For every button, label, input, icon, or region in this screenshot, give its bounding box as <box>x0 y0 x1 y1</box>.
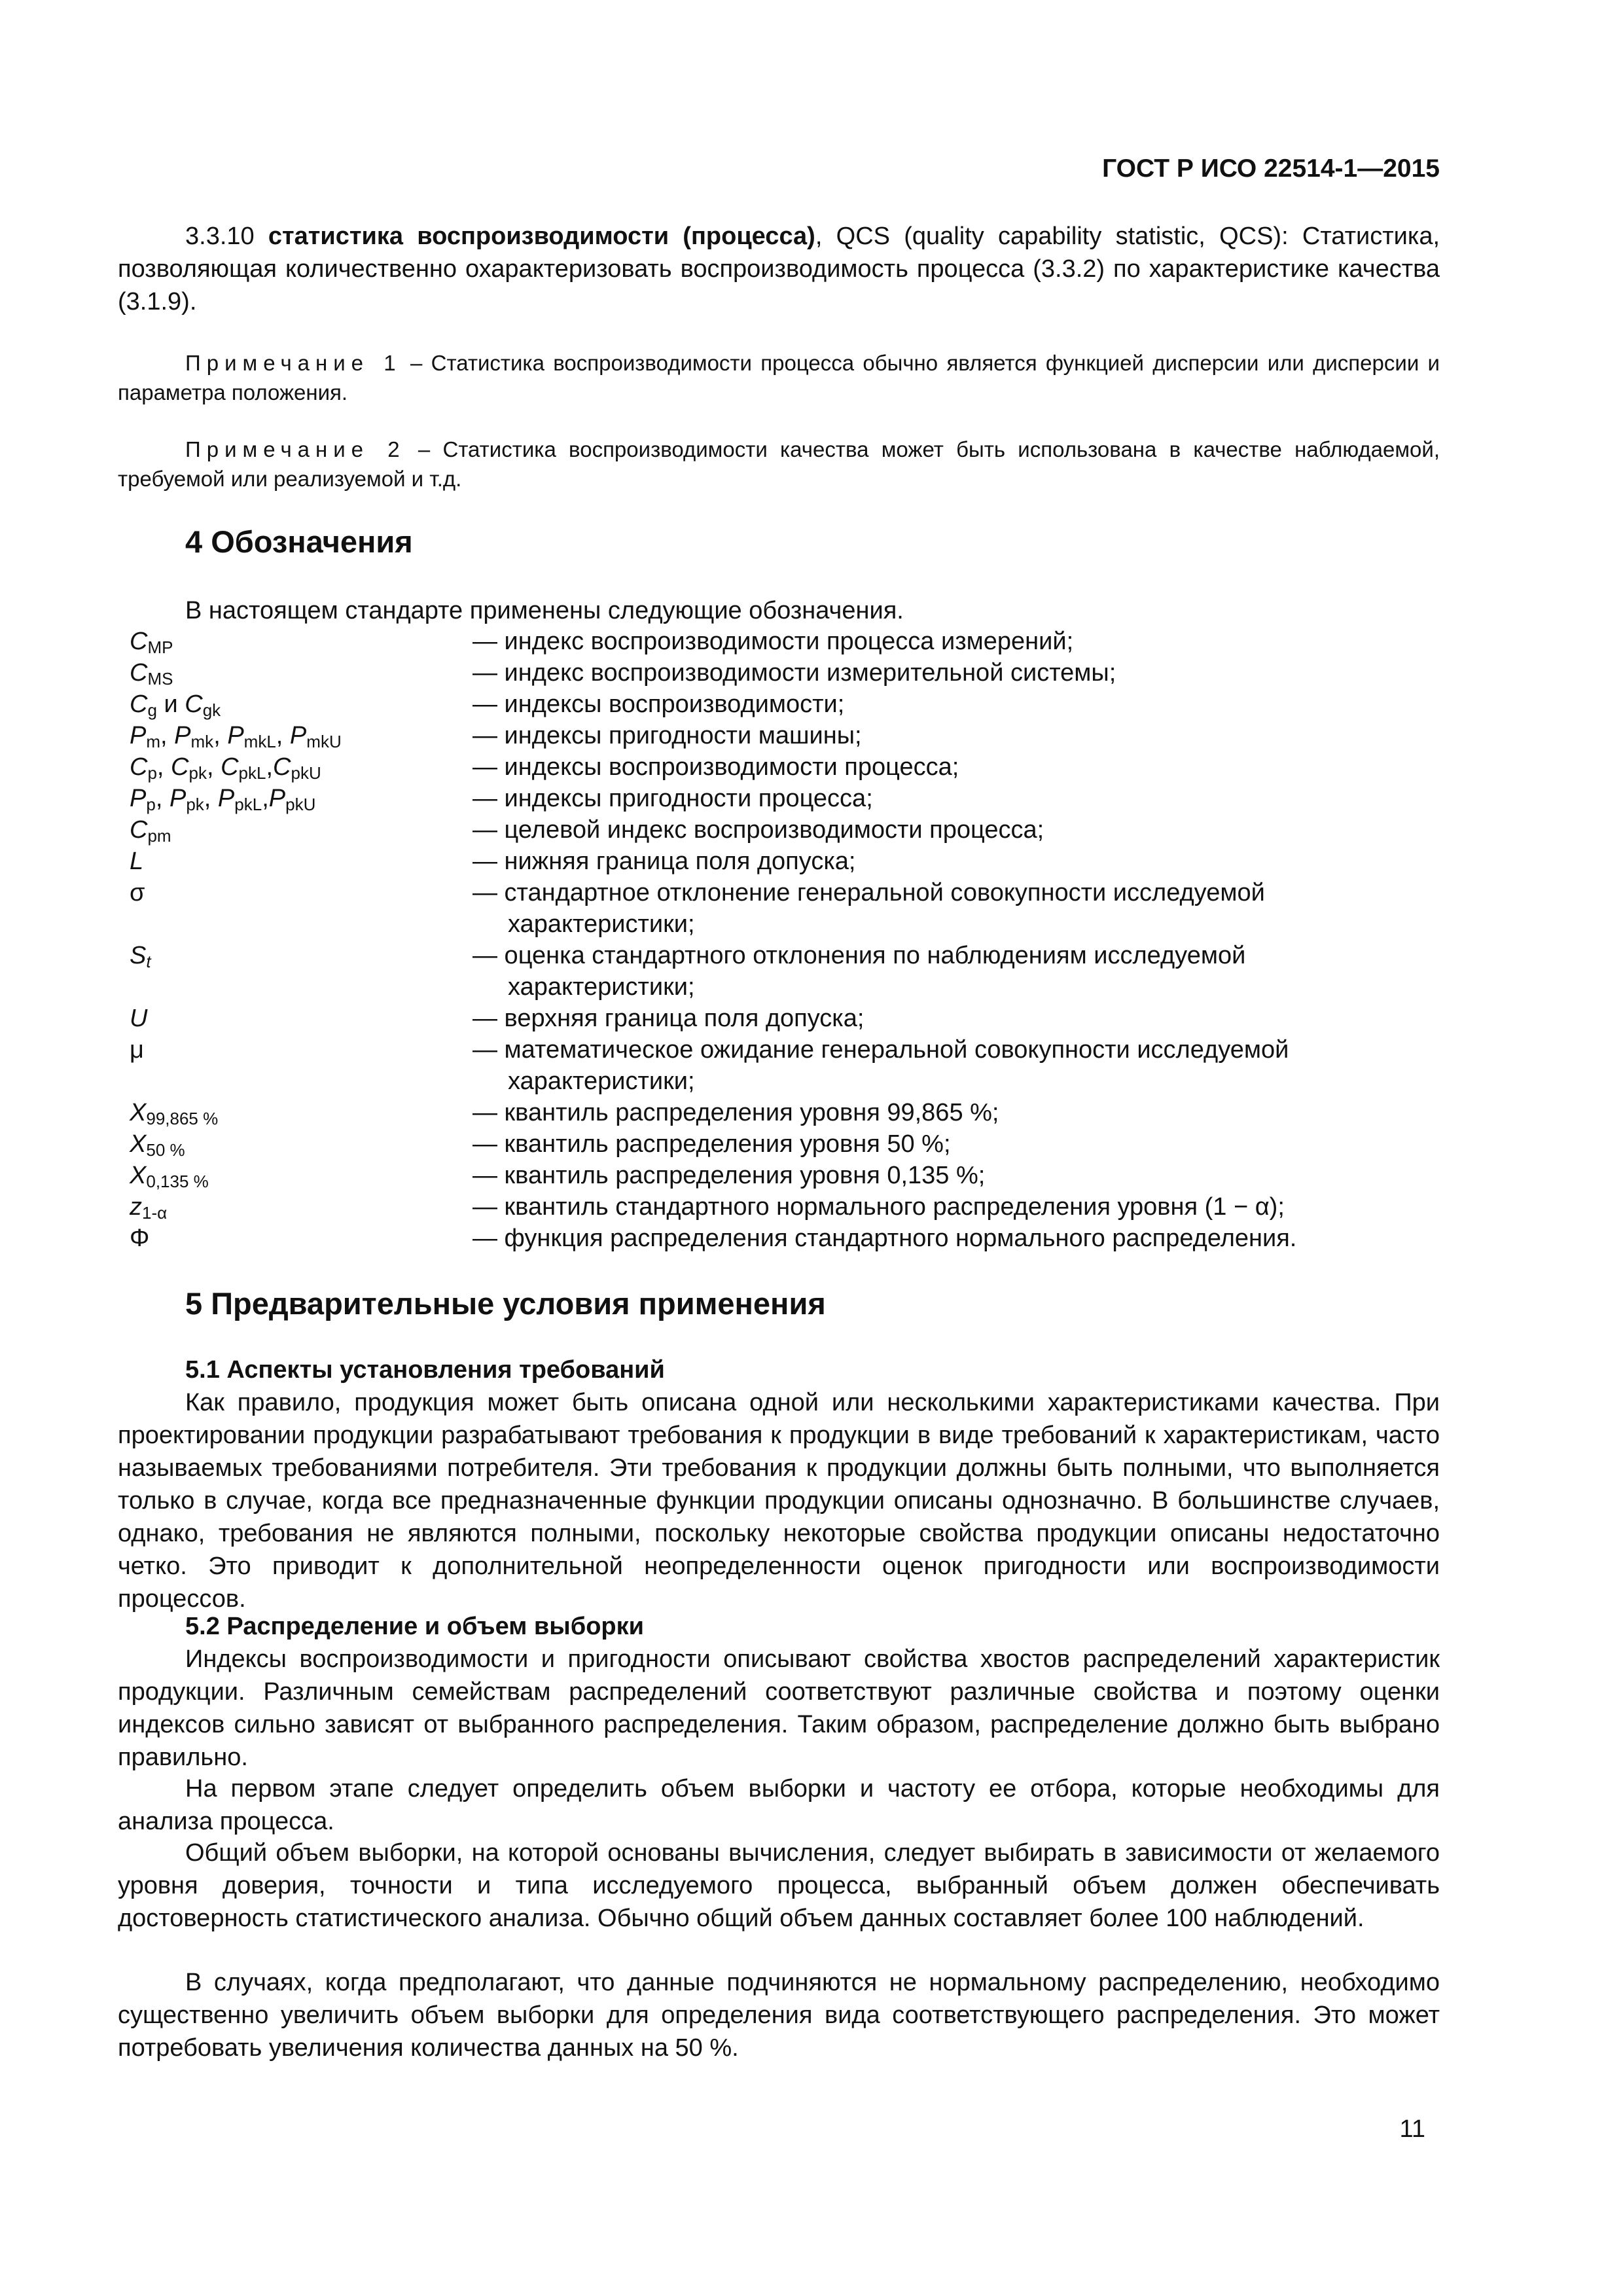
symbol-definition: — стандартное отклонение генеральной совокупности исследуемой характеристики; <box>473 879 1265 938</box>
symbol-definition: — индекс воспроизводимости процесса измерений; <box>473 628 1074 655</box>
symbol-definition: — индекс воспроизводимости измерительной системы; <box>473 659 1116 687</box>
symbol: $X_{99,865 \%}$ <box>130 1099 219 1128</box>
symbol-definition: — математическое ожидание генеральной совокупности исследуемой характеристики; <box>473 1036 1289 1095</box>
symbol: μ <box>130 1036 144 1064</box>
section-5-heading: 5 Предварительные условия применения <box>185 1286 826 1321</box>
note-2-label: Примечание 2 <box>185 437 406 461</box>
symbol-definition: — функция распределения стандартного нормального распределения. <box>473 1225 1297 1252</box>
symbol: $C_{MP}$ <box>130 628 173 657</box>
symbol: $C_p$, $C_{pk}$, $C_{pkL},C_{pkU}$ <box>130 753 321 783</box>
symbol-definition: — оценка стандартного отклонения по наблюдениям исследуемой характеристики; <box>473 942 1246 1001</box>
symbol-definition: — верхняя граница поля допуска; <box>473 1005 865 1032</box>
symbol: $C_{MS}$ <box>130 659 173 689</box>
document-header: ГОСТ Р ИСО 22514-1—2015 <box>1102 154 1440 183</box>
section-5-2-paragraph-3: Общий объем выборки, на которой основаны вычисления, следует выбирать в зависимости от желаемого уровня доверия, точности и типа исследуемого процесса, выбранный объем должен обеспечивать достоверность статистического анализа. Обычно общий объем данных составляет более 100 наблюдений. <box>118 1839 1440 1932</box>
note-2 <box>118 435 1440 493</box>
symbol: $X_{0,135 \%}$ <box>130 1162 209 1191</box>
symbol-definition: — нижняя граница поля допуска; <box>473 848 856 875</box>
symbol: $C_g$ и $C_{gk}$ <box>130 691 221 720</box>
section-5-2-paragraph-4: В случаях, когда предполагают, что данные подчиняются не нормальному распределению, необходимо существенно увеличить объем выборки для определения вида соответствующего распределения. Это может потребовать увеличения количества данных на 50 %. <box>118 1969 1440 2062</box>
symbol-definition: — индексы пригодности процесса; <box>473 785 873 812</box>
page-number: 11 <box>1399 2115 1425 2143</box>
symbol-definition: — целевой индекс воспроизводимости процесса; <box>473 816 1044 844</box>
symbol-definition: — квантиль стандартного нормального распределения уровня (1 − α); <box>473 1193 1285 1221</box>
section-5-2-paragraph-1: Индексы воспроизводимости и пригодности описывают свойства хвостов распределений характеристик продукции. Различным семействам распределений соответствуют различные свойства и поэтому оценки индексов сильно зависят от выбранного распределения. Таким образом, распределение должно быть выбрано правильно. <box>118 1645 1440 1771</box>
symbol-definition: — квантиль распределения уровня 99,865 %; <box>473 1099 999 1126</box>
symbol: Φ <box>130 1225 150 1252</box>
term-title: статистика воспроизводимости (процесса) <box>268 223 815 250</box>
section-5-1-paragraph: Как правило, продукция может быть описана одной или несколькими характеристиками качества. При проектировании продукции разрабатывают требования к продукции в виде требований к характеристикам, часто называемых требованиями потребителя. Эти требования к продукции должны быть полными, что выполняется только в случае, когда все предназначенные функции продукции описаны однозначно. В большинстве случаев, однако, требования не являются полными, поскольку некоторые свойства продукции описаны недостаточно четко. Это приводит к дополнительной неопределенности оценок пригодности или воспроизводимости процессов. <box>118 1389 1440 1613</box>
section-5-2-heading: 5.2 Распределение и объем выборки <box>185 1613 645 1640</box>
note-1 <box>118 348 1440 407</box>
note-1-text: – Статистика воспроизводимости процесса обычно является функцией дисперсии или дисперсии и параметра положения. <box>118 351 1440 404</box>
symbol: U <box>130 1005 148 1032</box>
section-5-1-heading: 5.1 Аспекты установления требований <box>185 1356 665 1384</box>
section-4-heading: 4 Обозначения <box>185 524 413 559</box>
note-1-label: Примечание 1 <box>185 351 402 375</box>
symbol: $P_p$, $P_{pk}$, $P_{pkL},P_{pkU}$ <box>130 785 316 814</box>
symbol-definition: — квантиль распределения уровня 50 %; <box>473 1130 951 1158</box>
symbol: σ <box>130 879 145 906</box>
note-2-text: – Статистика воспроизводимости качества может быть использована в качестве наблюдаемой, требуемой или реализуемой и т.д. <box>118 437 1440 491</box>
symbol-definition: — квантиль распределения уровня 0,135 %; <box>473 1162 986 1189</box>
symbol-definition: — индексы пригодности машины; <box>473 722 862 749</box>
symbol: $S_t$ <box>130 942 151 971</box>
section-4-intro: В настоящем стандарте применены следующие обозначения. <box>185 597 904 624</box>
symbol-definition: — индексы воспроизводимости; <box>473 691 845 718</box>
symbol-definition: — индексы воспроизводимости процесса; <box>473 753 959 781</box>
symbol: $z_{1-\alpha}$ <box>130 1193 168 1223</box>
term-3-3-10 <box>118 220 1440 318</box>
symbol: $C_{pm}$ <box>130 816 171 846</box>
section-5-2-paragraph-2: На первом этапе следует определить объем выборки и частоту ее отбора, которые необходимы для анализа процесса. <box>118 1775 1440 1835</box>
symbol: $X_{50 \%}$ <box>130 1130 185 1160</box>
symbol: $P_m$, $P_{mk}$, $P_{mkL}$, $P_{mkU}$ <box>130 722 342 751</box>
term-number: 3.3.10 <box>185 223 255 250</box>
symbol: L <box>130 848 144 875</box>
term-definition: , QCS (quality capability statistic, QCS): Статистика, позволяющая количественно охарактеризовать воспроизводимость процесса (3.3.2) по характеристике качества (3.1.9). <box>118 223 1440 315</box>
